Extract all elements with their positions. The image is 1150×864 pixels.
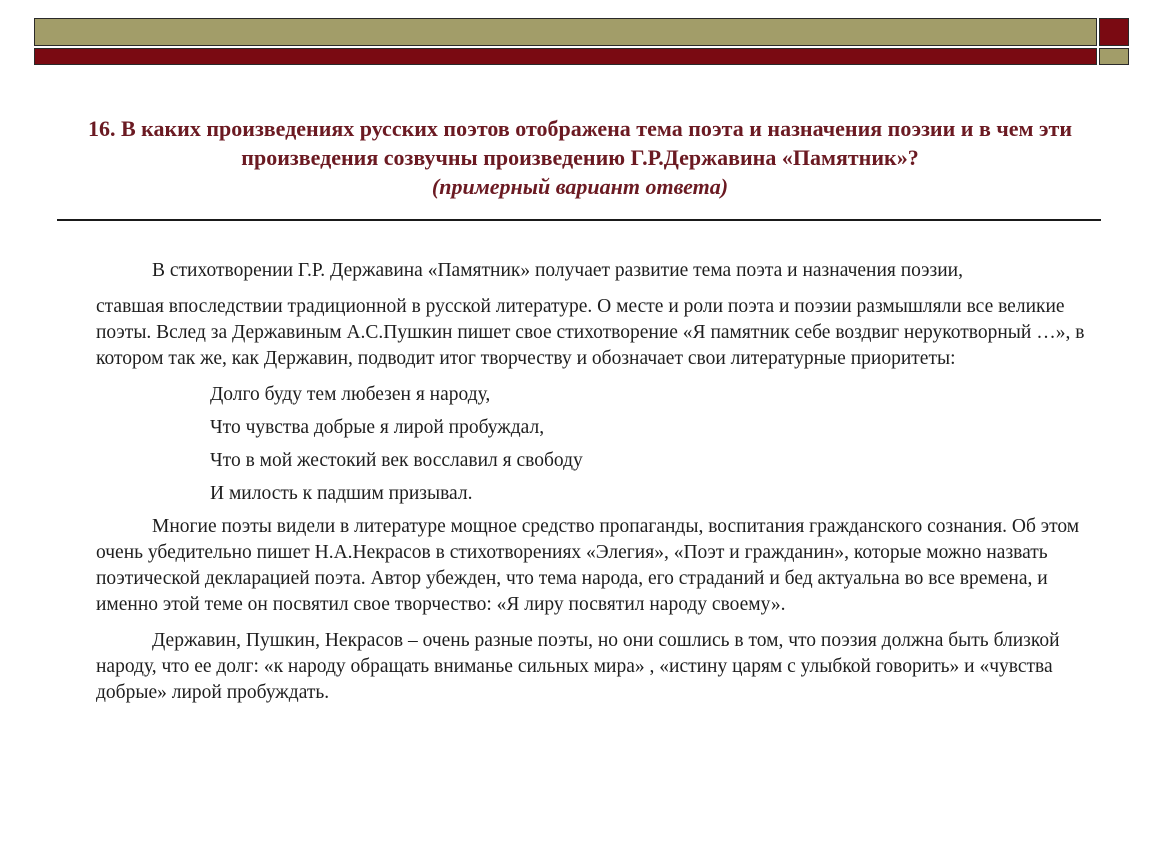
paragraph-derzhavin-rest: ставшая впоследствии традиционной в русской литературе. О месте и роли поэта и поэзии размышляли все великие поэты. Вслед за Державиным А.С.Пушкин пишет свое стихотворение «Я памятник себе воздвиг нерукотворный …», в котором так же, как Державин, подводит итог творчеству и обозначает свои литературные приоритеты:	[96, 296, 1085, 369]
paragraph-derzhavin-first-line: В стихотворении Г.Р. Державина «Памятник» получает развитие тема поэта и назначения поэзии,	[152, 260, 963, 281]
slide-subtitle: (примерный вариант ответа)	[431, 174, 729, 199]
slide-title	[40, 114, 1120, 201]
header-square-maroon	[1099, 18, 1129, 46]
paragraph-derzhavin	[96, 258, 1106, 372]
paragraph-nekrasov: Многие поэты видели в литературе мощное средство пропаганды, воспитания гражданского сознания. Об этом очень убедительно пишет Н.А.Некрасов в стихотворениях «Элегия», «Поэт и гражданин», которые можно назвать поэтической декларацией поэта. Автор убежден, что тема народа, его страданий и бед актуальна во все времена, и именно этой теме он посвятил свое творчество: «Я лиру посвятил народу своему».	[96, 516, 1080, 615]
header-bar-maroon	[34, 48, 1097, 65]
verse-line: Долго буду тем любезен я народу,	[210, 384, 491, 405]
slide-title-text: 16. В каких произведениях русских поэтов отображена тема поэта и назначения поэзии и в чем эти произведения созвучны произведению Г.Р.Державина «Памятник»?	[87, 116, 1072, 170]
title-divider	[57, 219, 1101, 221]
header-square-olive	[1099, 48, 1129, 65]
verse-line: Что в мой жестокий век восславил я свободу	[210, 450, 583, 471]
header-bar-olive	[34, 18, 1097, 46]
pushkin-verse	[96, 378, 1106, 510]
paragraph-conclusion: Державин, Пушкин, Некрасов – очень разные поэты, но они сошлись в том, что поэзия должна быть близкой народу, что ее долг: «к народу обращать вниманье сильных мира» , «истину царям с улыбкой говорить» и «чувства добрые» лирой пробуждать.	[96, 630, 1060, 703]
slide-body	[96, 258, 1106, 706]
verse-line: Что чувства добрые я лирой пробуждал,	[210, 417, 545, 438]
verse-line: И милость к падшим призывал.	[210, 483, 473, 504]
